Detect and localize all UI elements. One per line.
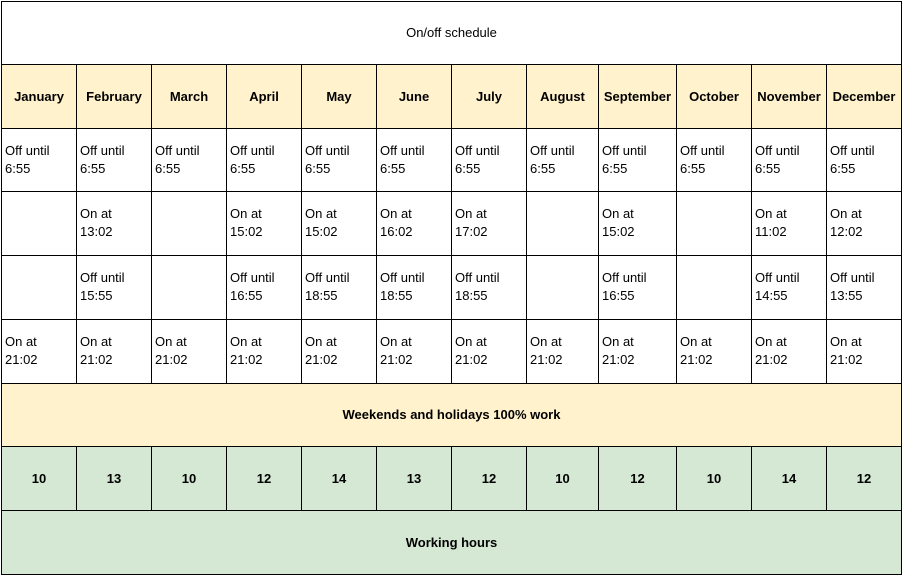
month-header-march: March (151, 64, 227, 129)
schedule-cell: On at 21:02 (676, 319, 752, 384)
schedule-cell (151, 255, 227, 320)
schedule-cell: On at 21:02 (151, 319, 227, 384)
schedule-cell: Off until 18:55 (301, 255, 377, 320)
schedule-cell: On at 21:02 (826, 319, 902, 384)
schedule-cell: On at 16:02 (376, 191, 452, 256)
schedule-cell: Off until 6:55 (526, 128, 599, 192)
schedule-cell (526, 255, 599, 320)
month-header-february: February (76, 64, 152, 129)
schedule-cell: Off until 6:55 (301, 128, 377, 192)
working-hours-cell: 13 (376, 446, 452, 511)
working-hours-cell: 12 (598, 446, 677, 511)
working-hours-cell: 10 (151, 446, 227, 511)
schedule-cell: Off until 13:55 (826, 255, 902, 320)
month-header-april: April (226, 64, 302, 129)
schedule-cell: Off until 6:55 (676, 128, 752, 192)
schedule-cell: On at 21:02 (226, 319, 302, 384)
schedule-cell: Off until 14:55 (751, 255, 827, 320)
month-header-december: December (826, 64, 902, 129)
schedule-cell: On at 21:02 (526, 319, 599, 384)
month-header-january: January (1, 64, 77, 129)
schedule-cell: Off until 6:55 (598, 128, 677, 192)
schedule-cell: On at 15:02 (226, 191, 302, 256)
schedule-cell (1, 191, 77, 256)
schedule-cell: On at 21:02 (598, 319, 677, 384)
working-hours-cell: 10 (1, 446, 77, 511)
weekends-note: Weekends and holidays 100% work (1, 383, 902, 447)
month-header-june: June (376, 64, 452, 129)
schedule-cell: On at 17:02 (451, 191, 527, 256)
schedule-cell: Off until 6:55 (376, 128, 452, 192)
table-title: On/off schedule (1, 1, 902, 65)
schedule-cell: On at 12:02 (826, 191, 902, 256)
schedule-cell: Off until 6:55 (226, 128, 302, 192)
schedule-cell: Off until 6:55 (76, 128, 152, 192)
schedule-cell: On at 15:02 (301, 191, 377, 256)
schedule-cell: Off until 6:55 (451, 128, 527, 192)
month-header-july: July (451, 64, 527, 129)
schedule-cell: Off until 6:55 (151, 128, 227, 192)
working-hours-cell: 14 (751, 446, 827, 511)
working-hours-cell: 12 (451, 446, 527, 511)
schedule-cell: Off until 15:55 (76, 255, 152, 320)
month-header-october: October (676, 64, 752, 129)
working-hours-cell: 13 (76, 446, 152, 511)
schedule-cell: Off until 6:55 (751, 128, 827, 192)
schedule-cell: Off until 6:55 (826, 128, 902, 192)
month-header-may: May (301, 64, 377, 129)
schedule-cell: Off until 16:55 (226, 255, 302, 320)
month-header-august: August (526, 64, 599, 129)
schedule-cell: On at 21:02 (376, 319, 452, 384)
schedule-cell (1, 255, 77, 320)
working-hours-cell: 12 (226, 446, 302, 511)
schedule-cell: On at 11:02 (751, 191, 827, 256)
month-header-september: September (598, 64, 677, 129)
schedule-cell: Off until 18:55 (451, 255, 527, 320)
schedule-cell: Off until 6:55 (1, 128, 77, 192)
schedule-cell (676, 255, 752, 320)
schedule-cell (676, 191, 752, 256)
schedule-cell (526, 191, 599, 256)
schedule-cell: On at 13:02 (76, 191, 152, 256)
working-hours-cell: 12 (826, 446, 902, 511)
schedule-cell: On at 15:02 (598, 191, 677, 256)
schedule-cell: On at 21:02 (451, 319, 527, 384)
schedule-cell: On at 21:02 (1, 319, 77, 384)
month-header-november: November (751, 64, 827, 129)
schedule-cell: On at 21:02 (76, 319, 152, 384)
schedule-cell (151, 191, 227, 256)
schedule-cell: Off until 18:55 (376, 255, 452, 320)
working-hours-cell: 10 (526, 446, 599, 511)
schedule-cell: On at 21:02 (751, 319, 827, 384)
schedule-cell: Off until 16:55 (598, 255, 677, 320)
schedule-cell: On at 21:02 (301, 319, 377, 384)
working-hours-cell: 10 (676, 446, 752, 511)
working-hours-cell: 14 (301, 446, 377, 511)
working-hours-label: Working hours (1, 510, 902, 575)
